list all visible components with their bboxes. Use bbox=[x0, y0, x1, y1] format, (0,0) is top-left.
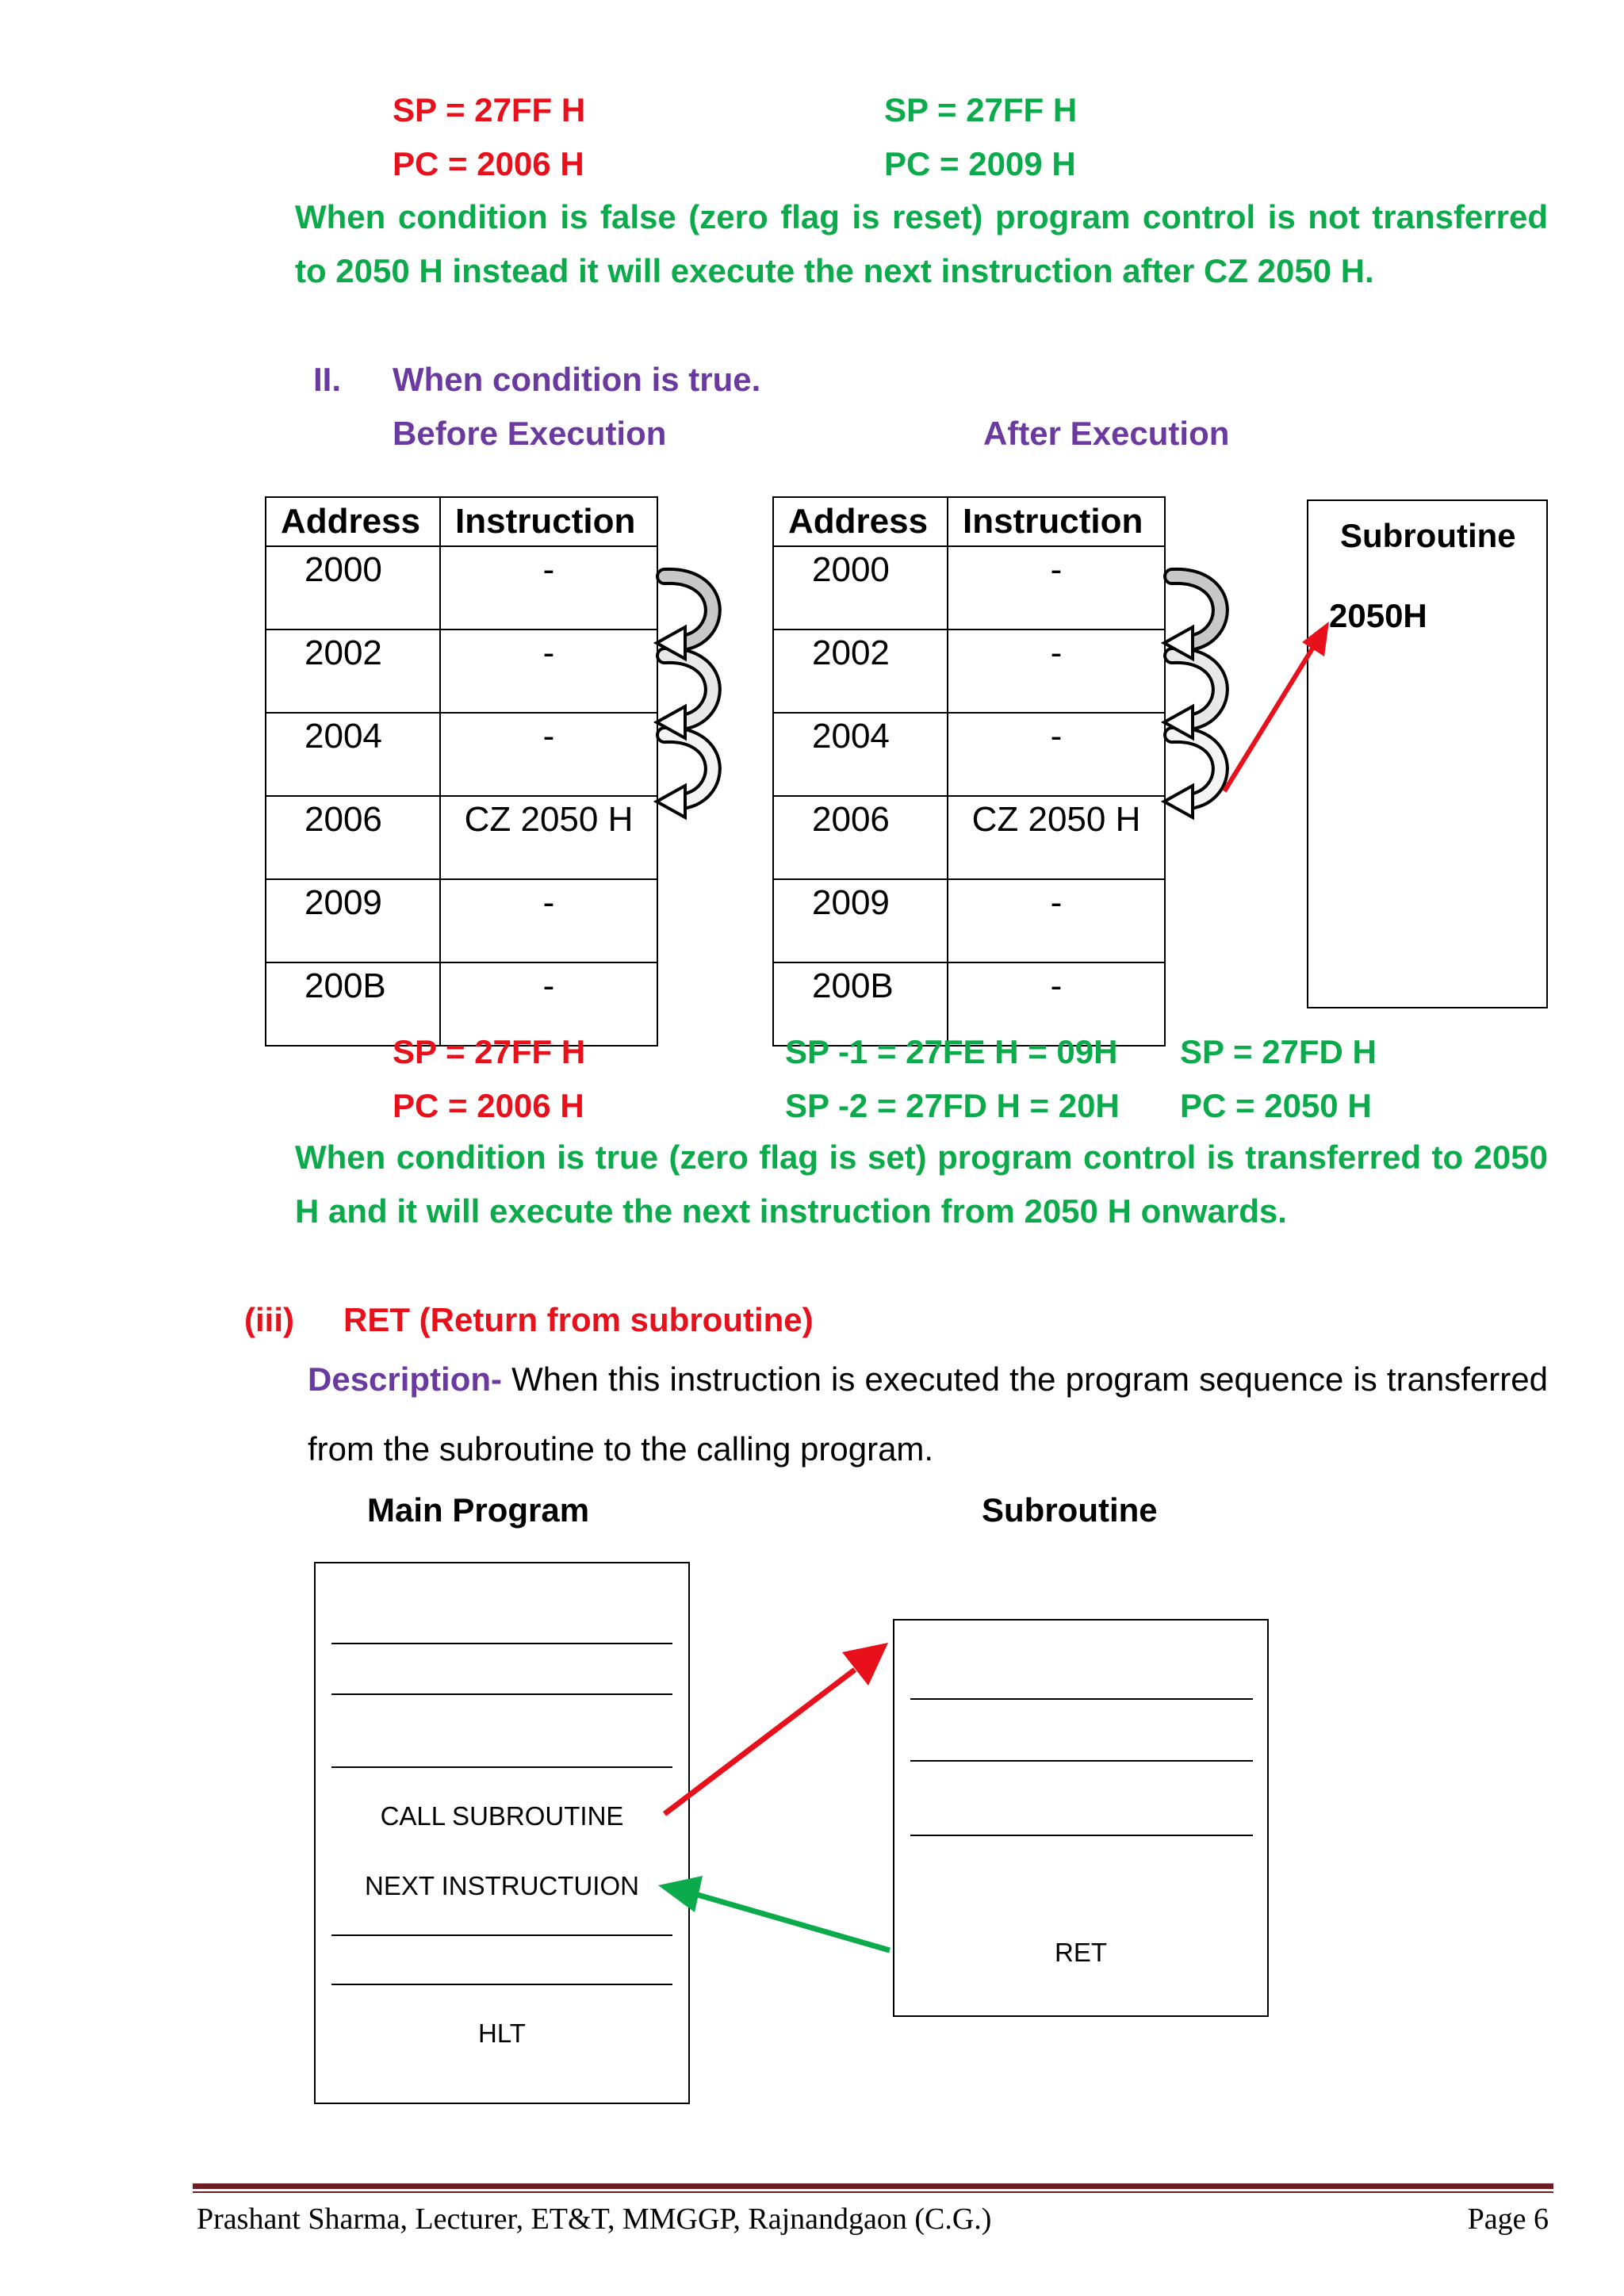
table-row bbox=[266, 879, 657, 962]
table-row bbox=[266, 713, 657, 796]
address-cell: 2002 bbox=[266, 629, 440, 713]
section-numeral: II. bbox=[313, 361, 342, 398]
table-header-row bbox=[266, 497, 657, 546]
instruction-cell: - bbox=[440, 962, 657, 1046]
ret-numeral: (iii) bbox=[244, 1301, 294, 1338]
before-sp: SP = 27FF H bbox=[393, 1033, 586, 1070]
address-cell: 2000 bbox=[266, 546, 440, 629]
address-cell: 2009 bbox=[266, 879, 440, 962]
subroutine-label: Subroutine bbox=[982, 1491, 1158, 1529]
instruction-cell: - bbox=[948, 713, 1165, 796]
table-row bbox=[773, 796, 1165, 879]
instruction-cell: - bbox=[948, 546, 1165, 629]
next-instruction-text: NEXT INSTRUCTUION bbox=[365, 1871, 639, 1900]
instruction-cell: - bbox=[440, 546, 657, 629]
return-arrow-icon bbox=[650, 1855, 904, 1966]
stack-entry-1: SP -1 = 27FE H = 09H bbox=[785, 1033, 1118, 1070]
main-program-line bbox=[331, 1693, 672, 1695]
table-row bbox=[773, 629, 1165, 713]
instruction-cell: - bbox=[948, 962, 1165, 1046]
address-header: Address bbox=[266, 497, 440, 546]
ret-heading: RET (Return from subroutine) bbox=[343, 1301, 814, 1338]
table-row bbox=[266, 629, 657, 713]
address-cell: 2006 bbox=[773, 796, 948, 879]
after-pc: PC = 2050 H bbox=[1180, 1087, 1372, 1124]
subroutine-line bbox=[910, 1698, 1253, 1700]
address-cell: 200B bbox=[266, 962, 440, 1046]
address-cell: 2006 bbox=[266, 796, 440, 879]
table-row bbox=[773, 546, 1165, 629]
instruction-cell: - bbox=[948, 879, 1165, 962]
true-condition-paragraph: When condition is true (zero flag is set) program control is transferred to 2050 H and it will execute the next instruction from 2050 H onwards. bbox=[295, 1138, 1548, 1230]
subroutine-line bbox=[910, 1760, 1253, 1762]
subroutine-box-title: Subroutine bbox=[1340, 517, 1516, 554]
instruction-header: Instruction bbox=[440, 497, 657, 546]
instruction-cell: - bbox=[948, 629, 1165, 713]
footer-author: Prashant Sharma, Lecturer, ET&T, MMGGP, Rajnandgaon (C.G.) bbox=[197, 2202, 992, 2236]
stack-entry-2: SP -2 = 27FD H = 20H bbox=[785, 1087, 1120, 1124]
page-number: Page 6 bbox=[1467, 2202, 1549, 2236]
address-cell: 2004 bbox=[773, 713, 948, 796]
main-program-label: Main Program bbox=[367, 1491, 590, 1529]
table-header-row bbox=[773, 497, 1165, 546]
address-cell: 2000 bbox=[773, 546, 948, 629]
address-header: Address bbox=[773, 497, 948, 546]
description-label: Description- bbox=[308, 1360, 503, 1398]
subroutine-line bbox=[910, 1835, 1253, 1836]
after-memory-table bbox=[772, 496, 1166, 1047]
instruction-cell: - bbox=[440, 629, 657, 713]
subroutine-box bbox=[1307, 499, 1548, 1008]
ret-text: RET bbox=[1055, 1938, 1107, 1967]
instruction-cell: - bbox=[440, 879, 657, 962]
top-right-sp: SP = 27FF H bbox=[884, 91, 1078, 128]
call-subroutine-text: CALL SUBROUTINE bbox=[380, 1801, 624, 1831]
subroutine-address: 2050H bbox=[1329, 597, 1427, 634]
before-pc: PC = 2006 H bbox=[393, 1087, 584, 1124]
jump-arrow-icon bbox=[1213, 618, 1340, 801]
table-row bbox=[266, 546, 657, 629]
top-right-pc: PC = 2009 H bbox=[884, 145, 1076, 182]
before-curved-arrows-icon bbox=[650, 567, 737, 860]
instruction-cell: CZ 2050 H bbox=[948, 796, 1165, 879]
instruction-cell: - bbox=[440, 713, 657, 796]
main-program-line bbox=[331, 1643, 672, 1644]
ret-description bbox=[308, 1345, 1548, 1484]
top-left-sp: SP = 27FF H bbox=[393, 91, 586, 128]
after-execution-label: After Execution bbox=[983, 415, 1230, 452]
address-cell: 2004 bbox=[266, 713, 440, 796]
before-execution-label: Before Execution bbox=[393, 415, 667, 452]
footer-rule-thick bbox=[193, 2183, 1553, 2189]
main-program-line bbox=[331, 1766, 672, 1768]
instruction-cell: CZ 2050 H bbox=[440, 796, 657, 879]
table-row bbox=[266, 796, 657, 879]
before-memory-table bbox=[265, 496, 658, 1047]
after-sp: SP = 27FD H bbox=[1180, 1033, 1377, 1070]
section-heading: When condition is true. bbox=[393, 361, 761, 398]
main-program-line bbox=[331, 1934, 672, 1936]
hlt-text: HLT bbox=[478, 2019, 526, 2048]
address-cell: 2009 bbox=[773, 879, 948, 962]
instruction-header: Instruction bbox=[948, 497, 1165, 546]
footer-rule-thin bbox=[193, 2191, 1553, 2193]
description-text: When this instruction is executed the program sequence is transferred from the subroutine to the calling program. bbox=[308, 1360, 1548, 1468]
top-left-pc: PC = 2006 H bbox=[393, 145, 584, 182]
table-row bbox=[773, 879, 1165, 962]
main-program-line bbox=[331, 1984, 672, 1985]
false-condition-paragraph: When condition is false (zero flag is reset) program control is not transferred to 2050 H instead it will execute the next instruction after CZ 2050 H. bbox=[295, 198, 1548, 289]
table-row bbox=[773, 713, 1165, 796]
address-cell: 200B bbox=[773, 962, 948, 1046]
address-cell: 2002 bbox=[773, 629, 948, 713]
